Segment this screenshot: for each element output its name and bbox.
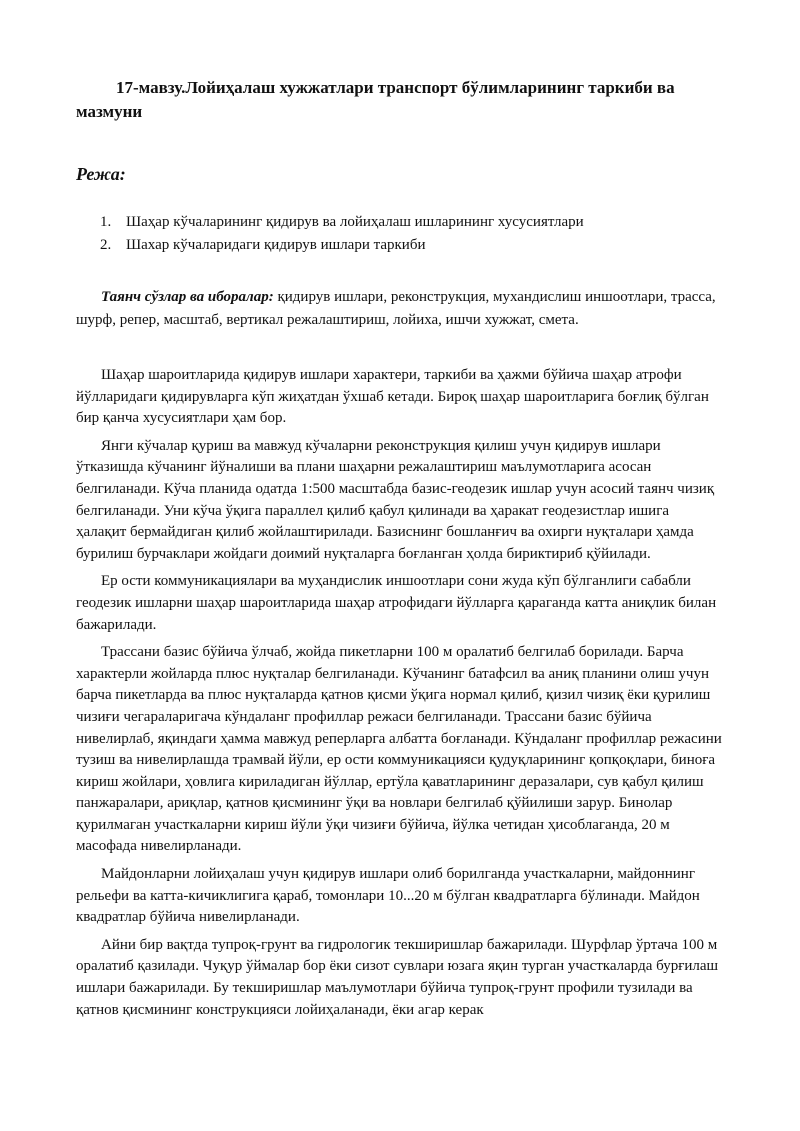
keywords-label: Таянч сўзлар ва иборалар: <box>101 289 274 305</box>
list-item-text: Шахар кўчаларидаги қидирув ишлари таркиби <box>126 237 426 253</box>
list-item <box>100 211 584 234</box>
list-item-number: 1. <box>100 214 112 230</box>
paragraph: Майдонларни лойиҳалаш учун қидирув ишлари олиб борилганда участкаларни, майдоннинг рельефи ва катта-кичиклигига қараб, томонлари 10...20 м бўлган квадратларга бўлинади. Майдон квадратлар бўйича нивелирланади. <box>76 866 700 926</box>
paragraph: Ер ости коммуникациялари ва муҳандислик иншоотлари сони жуда кўп бўлганлиги сабабли геодезик ишларни шаҳар шароитларида шаҳар атрофидаги йўлларга қараганда катта аниқлик билан бажарилади. <box>76 573 717 633</box>
plan-heading: Режа: <box>76 164 126 184</box>
paragraph: Трассани базис бўйича ўлчаб, жойда пикетларни 100 м оралатиб белгилаб борилади. Барча характерли жойларда плюс нуқталар белгиланади. Кўчанинг батафсил ва аниқ планини олиш учун барча пикетларда ва плюс нуқталарда қатнов қисми ўқига нормал қилиб, қизил чизиқ ёки қурилиш чизиғи чегараларигача кўндаланг профиллар режаси белгиланади. Трассани базис бўйича нивелирлаб, яқиндаги ҳамма мавжуд реперларга албатта боғланади. Кўндаланг профиллар режасини тузиш ва нивелирлашда трамвай йўли, ер ости коммуникацияси қудуқларининг қопқоқлари, биноға кириш жойлари, ҳовлига кириладиган йўллар, ертўла қаватларининг деразалари, сув қабул қилиш панжаралари, ариқлар, қатнов қисмининг ўқи ва новлари белгилаб қўйилиши зарур. Бинолар қурилмаган участкаларни кириш йўли ўқи чизиғи бўйича, йўлка четидан ҳисоблаганда, 20 м масофада нивелирланади. <box>76 644 722 855</box>
page-title: 17-мавзу.Лойиҳалаш хужжатлари транспорт бўлимларининг таркиби ва мазмуни <box>76 78 675 121</box>
paragraph: Шаҳар шароитларида қидирув ишлари характери, таркиби ва ҳажми бўйича шаҳар атрофи йўлларидаги қидирувларга кўп жиҳатдан ўхшаб кетади. Бироқ шаҳар шароитларига боғлиқ бўлган бир қанча хусусиятлари ҳам бор. <box>76 367 709 427</box>
paragraph: Янги кўчалар қуриш ва мавжуд кўчаларни реконструкция қилиш учун қидирув ишлари ўтказишда кўчанинг йўналиши ва плани шаҳарни режалаштириш маълумотларига асосан белгиланади. Кўча планида одатда 1:500 масштабда базис-геодезик ишлар учун асосий таянч чизиқ белгиланади. Уни кўча ўқига параллел қилиб қабул қилинади ва ҳаракат геодезистлар ишига ҳалақит бермайдиган қилиб жойлаштирилади. Базиснинг бошланғич ва охирги нуқталари ҳамда бурилиш бурчаклари жойдаги доимий нуқталарга боғланган ҳолда бириктириб қўйилади. <box>76 437 715 562</box>
list-item-number: 2. <box>100 237 112 253</box>
paragraph: Айни бир вақтда тупроқ-грунт ва гидрологик текширишлар бажарилади. Шурфлар ўртача 100 м оралатиб қазилади. Чуқур ўймалар бор ёки сизот сувлари юзага яқин турган участкаларда бурғилаш ишлари бажарилади. Бу текширишлар маълумотлари бўйича тупроқ-грунт профили тузилади ва қатнов қисмининг конструкцияси лойиҳаланади, ёки агар керак <box>76 936 719 1018</box>
list-item-text: Шаҳар кўчаларининг қидирув ва лойиҳалаш ишларининг хусусиятлари <box>126 214 584 230</box>
keywords-paragraph <box>76 286 722 332</box>
keywords-text: қидирув ишлари, реконструкция, мухандислиш иншоотлари, трасса, шурф, репер, масштаб, вертикал режалаштириш, лойиха, ишчи хужжат, смета. <box>76 289 716 328</box>
plan-list <box>100 211 584 257</box>
body-text <box>76 365 722 1027</box>
list-item <box>100 234 584 257</box>
